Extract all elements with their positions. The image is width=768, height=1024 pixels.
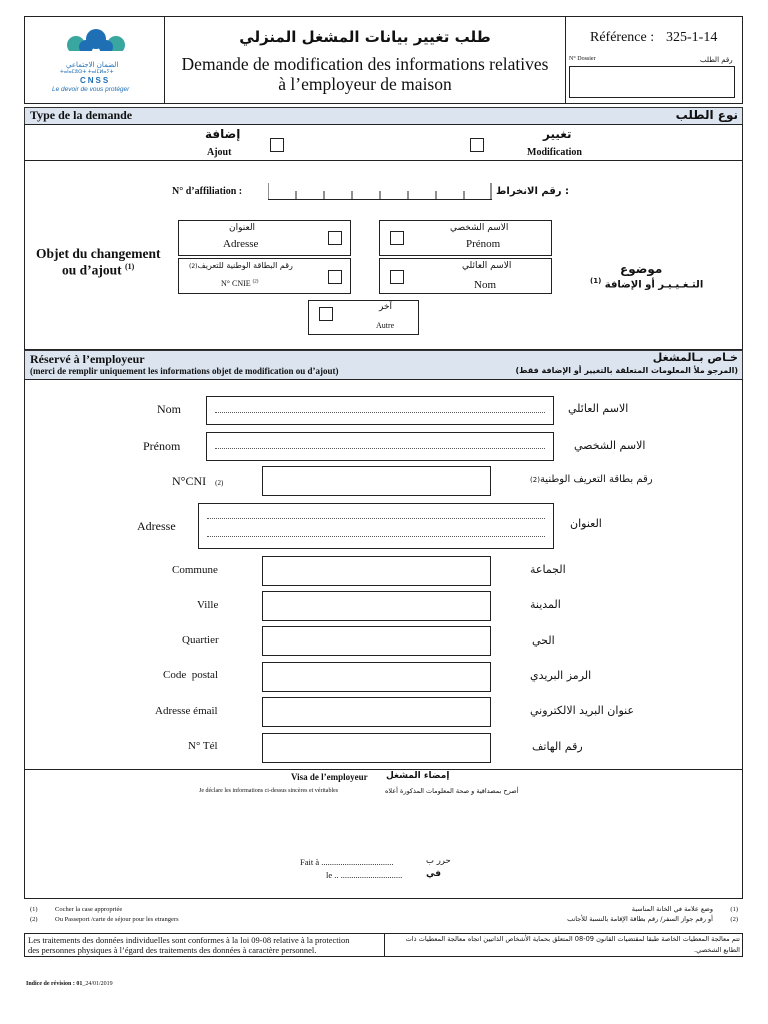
le-fr: le .. ............................. [326,870,403,880]
visa-label-fr: Visa de l’employeur [291,772,368,782]
option-cnie-ar-text: رقم البطاقة الوطنية للتعريف [197,261,293,270]
email-input[interactable] [262,697,491,727]
field-tel-label-fr: N° Tél [188,740,218,752]
title-french-line2: à l’employeur de maison [278,74,452,94]
field-codepostal-label-fr: Code postal [163,669,218,681]
modification-label-fr: Modification [527,147,582,158]
note1-num: (1) [30,906,38,913]
field-email-label-fr: Adresse émail [155,705,218,717]
option-prenom-fr: Prénom [466,238,501,250]
field-prenom-label-ar: الاسم الشخصي [574,439,646,452]
modification-label-ar: تغيير [543,127,572,141]
privacy-ar-line1: تتم معالجة المعطيات الخاصة طبقا لمقتضيات القانون 09-08 المتعلق بحماية الأشخاص الذاتيين اتجاه معالجة المعطيات ذات [405,935,740,943]
objet-label-ar-line2-text: التـغـيـيـر أو الإضافة [604,279,704,291]
cni-input[interactable] [262,466,491,496]
declare-fr: Je déclare les informations ci-dessus sincères et véritables [199,788,339,794]
type-band-ar: نوع الطلب [675,108,738,122]
autre-checkbox[interactable] [319,307,333,321]
declare-ar: أصرح بمصداقية و صحة المعلومات المذكورة أعلاه [385,787,519,795]
adresse-checkbox[interactable] [328,231,342,245]
revision-index [26,981,113,987]
note1-fr: Cocher la case appropriée [55,906,123,913]
option-nom-ar: الاسم العائلي [462,261,512,271]
nom-input[interactable] [206,396,554,425]
note2-num: (2) [30,916,38,923]
field-email-label-ar: عنوان البريد الالكتروني [530,704,635,717]
affiliation-number-field[interactable] [268,183,492,200]
field-cni-label-fr [172,474,223,489]
quartier-input[interactable] [262,626,491,656]
cnie-checkbox[interactable] [328,270,342,284]
reference-value: 325-1-14 [666,30,718,45]
option-cnie-fr-note: (2) [252,279,259,285]
note1-ar: وضع علامة في الخانة المناسبة [631,905,713,913]
tel-input[interactable] [262,733,491,763]
field-nom-label-ar: الاسم العائلي [568,402,629,415]
field-cni-label-ar [530,474,653,485]
logo-tifinagh: ⵜⴰⵏⴰⵎⵓⵙⵜ ⵜⴰⵏⵎⵍⴰⵢⵜ [60,69,114,75]
option-cnie[interactable] [178,258,351,294]
field-codepostal-label-ar: الرمز البريدي [530,669,592,682]
field-tel-label-ar: رقم الهاتف [532,740,583,753]
logo-arabic: الضمان الاجتماعي [66,61,119,69]
field-cni-label-fr-text: N°CNI [172,474,207,488]
option-adresse-ar: العنوان [229,223,256,233]
prenom-checkbox[interactable] [390,231,404,245]
employer-band-fr: Réservé à l’employeur [30,352,145,366]
ajout-label-fr: Ajout [207,147,232,158]
privacy-ar-line2: الطابع الشخصي. [694,946,740,954]
ville-input[interactable] [262,591,491,621]
privacy-fr-line1: Les traitements des données individuelles sont conformes à la loi 09-08 relative à la protection [28,935,350,945]
field-prenom-label-fr: Prénom [143,439,181,453]
logo-tagline: Le devoir de vous protéger [52,86,130,93]
employer-band-fr-sub: (merci de remplir uniquement les informations objet de modification ou d’ajout) [30,366,339,376]
field-ville-label-fr: Ville [197,599,219,611]
field-adresse-label-fr: Adresse [137,519,176,533]
prenom-input[interactable] [206,432,554,461]
option-adresse[interactable] [178,220,351,256]
option-prenom[interactable] [379,220,552,256]
note2-num-ar: (2) [730,916,738,923]
type-band-fr: Type de la demande [30,108,133,122]
ajout-checkbox[interactable] [270,138,284,152]
commune-input[interactable] [262,556,491,586]
option-prenom-ar: الاسم الشخصي [450,223,509,233]
option-autre-ar: آخر [379,302,393,312]
objet-label-fr-line2-text: ou d’ajout [62,262,122,278]
dossier-number-field[interactable] [569,66,735,98]
option-cnie-ar-note: (2) [189,263,198,270]
field-adresse-label-ar: العنوان [570,517,602,530]
option-cnie-fr-text: N° CNIE [221,279,251,288]
fait-a-ar: حرر ب [426,856,451,866]
objet-label-fr-line2 [62,262,134,279]
privacy-divider [384,933,385,957]
revision-date: _24/01/2019 [82,981,113,987]
visa-label-ar: إمضاء المشغل [386,771,450,781]
objet-note: (1) [125,262,135,271]
le-ar: في [426,869,441,879]
title-french-line1: Demande de modification des informations relatives [181,54,549,74]
cnss-logo-icon [40,25,152,61]
field-commune-label-ar: الجماعة [530,563,566,576]
note1-num-ar: (1) [730,906,738,913]
field-ville-label-ar: المدينة [530,598,561,611]
affiliation-label-ar: : رقم الانخراط [496,186,569,197]
field-quartier-label-ar: الحي [532,634,555,647]
objet-label-ar-line1: موضوع [620,262,663,276]
reference-label: Référence : [590,30,655,45]
option-adresse-fr: Adresse [223,238,259,250]
logo-brand: CNSS [80,76,111,85]
objet-label-ar-line2 [590,277,703,290]
privacy-fr-line2: des personnes physiques à l’égard des traitements des données à caractère personnel. [28,945,317,955]
field-cni-note-ar: (2) [530,476,540,484]
option-autre[interactable] [308,300,419,335]
field-commune-label-fr: Commune [172,564,218,576]
dossier-label-ar: رقم الطلب [700,56,733,64]
employer-band-ar-sub: (المرجو ملأ المعلومات المتعلقة بالتغيير أو الإضافة فقط) [515,366,738,375]
objet-ar-note: (1) [590,277,602,285]
codepostal-input[interactable] [262,662,491,692]
cnss-logo [40,25,152,97]
field-cni-note-fr: (2) [215,479,224,487]
type-body [24,124,743,161]
field-cni-label-ar-text: رقم بطاقة التعريف الوطنية [539,474,653,485]
option-nom-fr: Nom [474,279,496,291]
option-cnie-ar [189,261,293,270]
affiliation-label-fr: N° d’affiliation : [172,186,243,197]
revision-label: Indice de révision : 01 [26,981,83,987]
option-autre-fr: Autre [376,321,395,330]
field-nom-label-fr: Nom [157,402,181,416]
modification-checkbox[interactable] [470,138,484,152]
ajout-label-ar: إضافة [205,127,241,141]
note2-fr: Ou Passeport /carte de séjour pour les etrangers [55,916,179,923]
option-nom[interactable] [379,258,552,294]
title-arabic: طلب تغيير بيانات المشغل المنزلي [239,28,491,46]
field-quartier-label-fr: Quartier [182,634,219,646]
nom-checkbox[interactable] [390,270,404,284]
objet-label-fr-line1: Objet du changement [36,246,161,261]
fait-a-fr: Fait à .................................. [300,857,394,867]
option-cnie-fr [221,279,258,288]
employer-band-ar: خـاص بـالمشغل [652,351,738,364]
affiliation-digit-ticks [268,183,492,199]
dossier-label-fr: N° Dossier [569,56,596,62]
adresse-input[interactable] [198,503,554,549]
note2-ar: أو رقم جواز السفر/ رقم بطاقة الإقامة بالنسبة للأجانب [567,915,713,923]
